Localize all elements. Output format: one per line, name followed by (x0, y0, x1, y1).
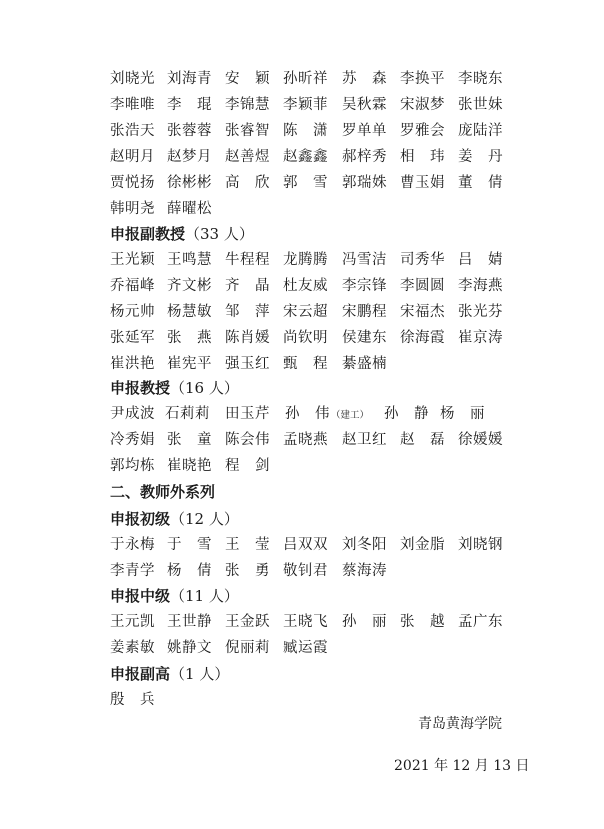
person-name: 敬钊君 (283, 563, 328, 579)
person-name: 陈 潇 (283, 123, 328, 139)
person-name: 赵卫红 (342, 432, 387, 448)
person-name: 张世妹 (458, 97, 503, 113)
person-name: 刘冬阳 (342, 537, 387, 553)
person-name: 张 勇 (225, 563, 270, 579)
person-name: 齐文彬 (167, 278, 212, 294)
section-title: 申报中级 (110, 587, 171, 605)
person-name: 臧运霞 (283, 640, 328, 656)
person-name: 孟广东 (458, 614, 503, 630)
section-title: 申报副教授 (110, 225, 186, 243)
name-row (0, 300, 604, 324)
person-name: 石莉莉 (165, 406, 210, 422)
person-name: 刘金脂 (400, 537, 445, 553)
person-name: 王元凯 (110, 614, 155, 630)
name-row (0, 688, 604, 712)
person-name: 赵善煜 (225, 149, 270, 165)
issue-date: 2021 年 12 月 13 日 (394, 758, 530, 774)
person-name: 宋云超 (283, 304, 328, 320)
person-name: 强玉红 (225, 356, 270, 372)
person-name: 龙腾腾 (283, 252, 328, 268)
person-name: 牛程程 (225, 252, 270, 268)
person-name: 刘海青 (167, 71, 212, 87)
person-name: 苏 森 (342, 71, 387, 87)
person-name: 王世静 (167, 614, 212, 630)
person-name: 张睿智 (225, 123, 270, 139)
section-heading-non-teacher-series (110, 480, 215, 504)
person-name: 赵 磊 (400, 432, 445, 448)
person-name: 张 越 (400, 614, 445, 630)
person-name: 李唯唯 (110, 97, 155, 113)
person-name: 王晓飞 (283, 614, 328, 630)
person-name: 王鸣慧 (167, 252, 212, 268)
person-name: 刘晓钢 (458, 537, 503, 553)
name-row (0, 636, 604, 660)
person-name: 李海燕 (458, 278, 503, 294)
person-name: 吴秋霖 (342, 97, 387, 113)
person-name: 冯雪洁 (342, 252, 387, 268)
name-row (0, 119, 604, 143)
person-name: 孙 静 (384, 406, 429, 422)
person-name: 相 玮 (400, 149, 445, 165)
person-name: 崔晓艳 (167, 458, 212, 474)
person-name: 徐媛媛 (458, 432, 503, 448)
person-name: 尹成波 (110, 406, 155, 422)
name-row (0, 171, 604, 195)
section-heading-deputy-senior (110, 662, 229, 686)
person-name: 徐海霞 (400, 330, 445, 346)
name-row (0, 326, 604, 350)
person-name: 甄 程 (283, 356, 328, 372)
person-name: 崔京涛 (458, 330, 503, 346)
person-name: 邹 萍 (225, 304, 270, 320)
person-name: 庞陆洋 (458, 123, 503, 139)
person-name: 蔡海涛 (342, 563, 387, 579)
person-name: 李青学 (110, 563, 155, 579)
person-name: 崔宪平 (167, 356, 212, 372)
person-name: 程 剑 (225, 458, 270, 474)
section-title: 申报副高 (110, 665, 171, 683)
person-name: 杨 倩 (167, 563, 212, 579)
person-name: 刘晓光 (110, 71, 155, 87)
person-name: 田玉芹 (225, 406, 270, 422)
person-name: 李颖菲 (283, 97, 328, 113)
person-name: 倪丽莉 (225, 640, 270, 656)
name-row (0, 248, 604, 272)
section-count: （33 人） (185, 225, 254, 243)
section-title: 申报教授 (110, 379, 171, 397)
person-name: 赵梦月 (167, 149, 212, 165)
person-name: 于 雪 (167, 537, 212, 553)
person-name: 杜友威 (283, 278, 328, 294)
person-name: 王 莹 (225, 537, 270, 553)
person-name: 杨 丽 (440, 406, 485, 422)
person-name: 郭瑞姝 (342, 175, 387, 191)
person-name: 杨慧敏 (167, 304, 212, 320)
person-name: 王光颖 (110, 252, 155, 268)
section-title: 二、教师外系列 (110, 483, 216, 501)
person-name: 李宗锋 (342, 278, 387, 294)
person-name: 宋淑梦 (400, 97, 445, 113)
name-row (0, 454, 604, 478)
person-name: 宋福杰 (400, 304, 445, 320)
issuing-organization: 青岛黄海学院 (418, 716, 502, 732)
name-row (0, 197, 604, 221)
person-name: 董 倩 (458, 175, 503, 191)
person-name: 李 琨 (167, 97, 212, 113)
person-name: 李锦慧 (225, 97, 270, 113)
person-name: 崔洪艳 (110, 356, 155, 372)
name-row (0, 352, 604, 376)
name-row (0, 428, 604, 452)
person-name: 罗单单 (342, 123, 387, 139)
person-name: 王金跃 (225, 614, 270, 630)
section-heading-associate-professor (110, 222, 254, 246)
person-name: 姜素敏 (110, 640, 155, 656)
section-count: （16 人） (170, 379, 239, 397)
person-name: 郭 雪 (283, 175, 328, 191)
section-title: 申报初级 (110, 510, 171, 528)
name-row (0, 559, 604, 583)
name-row (0, 93, 604, 117)
person-name: 罗雅会 (400, 123, 445, 139)
person-name: 侯建东 (342, 330, 387, 346)
section-count: （11 人） (170, 587, 239, 605)
person-name: 孙 丽 (342, 614, 387, 630)
dept-note: （建工） (331, 410, 370, 421)
section-heading-professor (110, 376, 239, 400)
person-name: 綦盛楠 (342, 356, 387, 372)
name-row (0, 610, 604, 634)
person-name: 尚钦明 (283, 330, 328, 346)
person-name: 吕双双 (283, 537, 328, 553)
person-name: 陈肖媛 (225, 330, 270, 346)
person-name: 赵明月 (110, 149, 155, 165)
person-name: 李晓东 (458, 71, 503, 87)
name-row (0, 402, 604, 426)
person-name: 司秀华 (400, 252, 445, 268)
person-name: 李圆圆 (400, 278, 445, 294)
person-name: 李换平 (400, 71, 445, 87)
person-name: 郭均栋 (110, 458, 155, 474)
person-name-with-note: 孙 伟（建工） (285, 406, 370, 422)
person-name: 吕 婧 (458, 252, 503, 268)
person-name: 杨元帅 (110, 304, 155, 320)
person-name: 张延军 (110, 330, 155, 346)
person-name: 陈会伟 (225, 432, 270, 448)
person-name: 张光芬 (458, 304, 503, 320)
person-name: 张浩天 (110, 123, 155, 139)
person-name: 郝梓秀 (342, 149, 387, 165)
name-row (0, 533, 604, 557)
person-name: 孟晓燕 (283, 432, 328, 448)
person-name: 曹玉娟 (400, 175, 445, 191)
person-name: 乔福峰 (110, 278, 155, 294)
person-name: 高 欣 (225, 175, 270, 191)
section-count: （1 人） (170, 665, 230, 683)
person-name: 姜 丹 (458, 149, 503, 165)
person-name: 张 童 (167, 432, 212, 448)
person-name: 姚静文 (167, 640, 212, 656)
person-name: 赵鑫鑫 (283, 149, 328, 165)
person-name: 张蓉蓉 (167, 123, 212, 139)
person-name: 韩明尧 (110, 201, 155, 217)
name-row (0, 274, 604, 298)
person-name: 宋鹏程 (342, 304, 387, 320)
person-name: 冷秀娟 (110, 432, 155, 448)
name-row (0, 67, 604, 91)
person-name: 齐 晶 (225, 278, 270, 294)
person-name: 徐彬彬 (167, 175, 212, 191)
person-name: 于永梅 (110, 537, 155, 553)
person-name: 孙昕祥 (283, 71, 328, 87)
name-row (0, 145, 604, 169)
section-count: （12 人） (170, 510, 239, 528)
person-name: 安 颖 (225, 71, 270, 87)
section-heading-junior (110, 507, 239, 531)
person-name: 张 燕 (167, 330, 212, 346)
person-name: 薛曜松 (167, 201, 212, 217)
person-name: 贾悦扬 (110, 175, 155, 191)
person-name: 殷 兵 (110, 692, 155, 708)
section-heading-intermediate (110, 584, 239, 608)
